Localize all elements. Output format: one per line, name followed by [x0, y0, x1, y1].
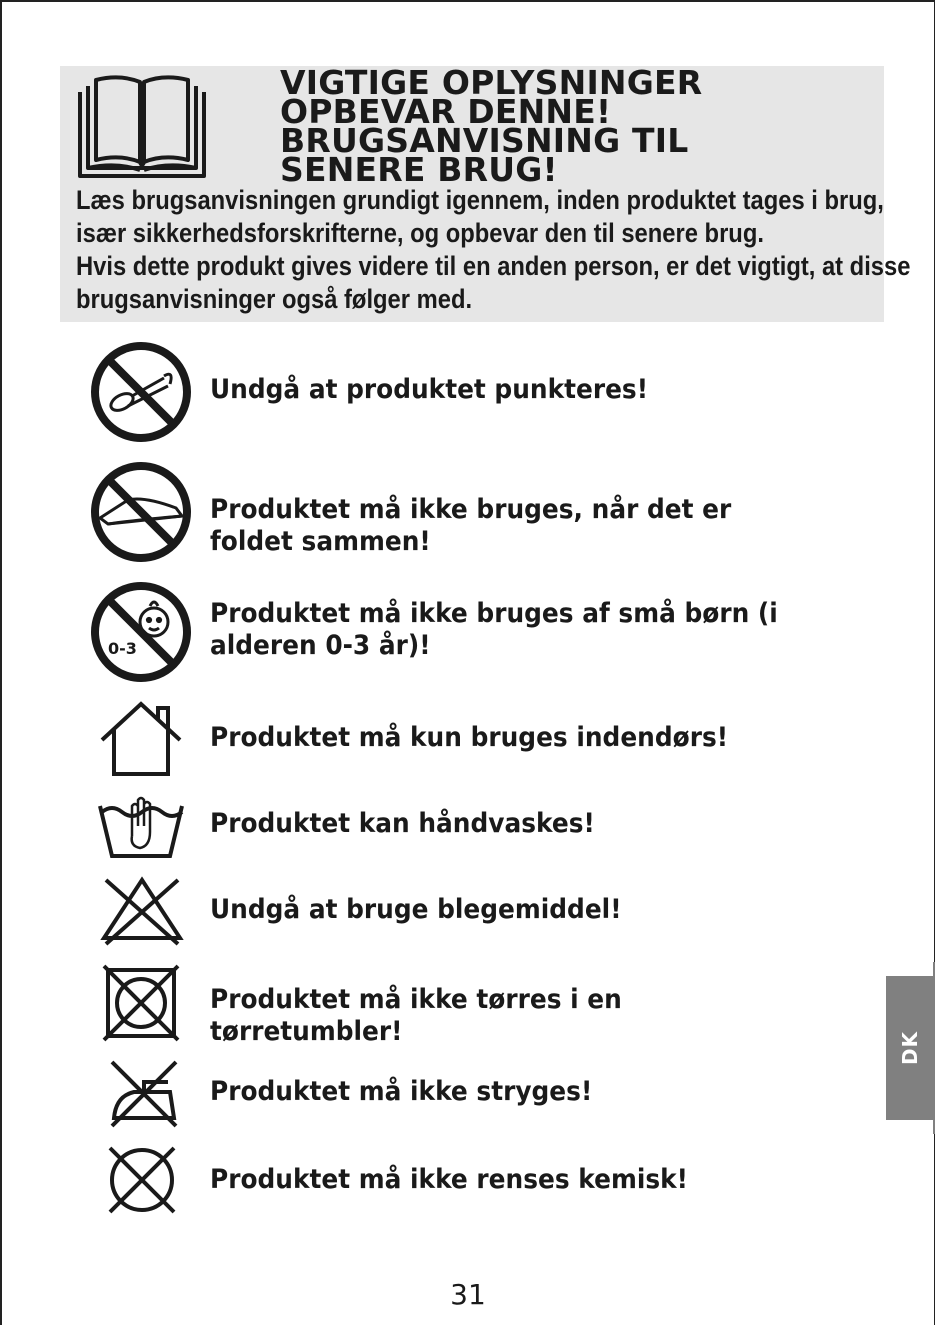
- intro-line: Hvis dette produkt gives videre til en anden person, er det vigtigt, at disse: [76, 251, 911, 281]
- no-children-icon: [88, 580, 194, 684]
- age-badge: 0-3: [108, 639, 137, 658]
- no-dry-cleaning-icon: [104, 1142, 180, 1218]
- symbol-text: Produktet må ikke bruges af små børn (i alderen 0-3 år)!: [210, 598, 778, 661]
- no-tumble-dry-icon: [102, 962, 182, 1042]
- symbol-text: Produktet må ikke stryges!: [210, 1076, 593, 1107]
- no-bleach-icon: [100, 874, 184, 946]
- no-puncture-icon: [88, 340, 194, 444]
- symbol-text: Produktet må ikke bruges, når det er foldet sammen!: [210, 494, 732, 557]
- symbol-text: Produktet må kun bruges indendørs!: [210, 722, 729, 753]
- symbol-text: Produktet må ikke renses kemisk!: [210, 1164, 689, 1195]
- symbol-text: Undgå at produktet punkteres!: [210, 374, 649, 405]
- language-tab-label: DK: [898, 1030, 922, 1066]
- hand-wash-icon: [96, 792, 186, 860]
- indoor-use-icon: [98, 700, 184, 778]
- intro-line: brugsanvisninger også følger med.: [76, 284, 473, 314]
- important-heading: [280, 63, 880, 189]
- symbol-text: Produktet kan håndvaskes!: [210, 808, 595, 839]
- intro-line: Læs brugsanvisningen grundigt igennem, inden produktet tages i brug,: [76, 185, 884, 215]
- symbol-text: Produktet må ikke tørres i en tørretumbler!: [210, 984, 622, 1047]
- no-ironing-icon: [104, 1056, 180, 1128]
- heading-line: BRUGSANVISNING TIL: [280, 121, 689, 160]
- book-icon: [76, 72, 208, 182]
- language-tab: [886, 976, 934, 1120]
- heading-line: OPBEVAR DENNE!: [280, 92, 612, 131]
- intro-line: især sikkerhedsforskrifterne, og opbevar den til senere brug.: [76, 218, 764, 248]
- symbol-text: Undgå at bruge blegemiddel!: [210, 894, 622, 925]
- page-number: 31: [450, 1278, 486, 1311]
- heading-line: VIGTIGE OPLYSNINGER: [280, 63, 703, 102]
- no-folded-use-icon: [88, 460, 194, 564]
- intro-paragraph: [76, 184, 911, 316]
- heading-line: SENERE BRUG!: [280, 150, 558, 189]
